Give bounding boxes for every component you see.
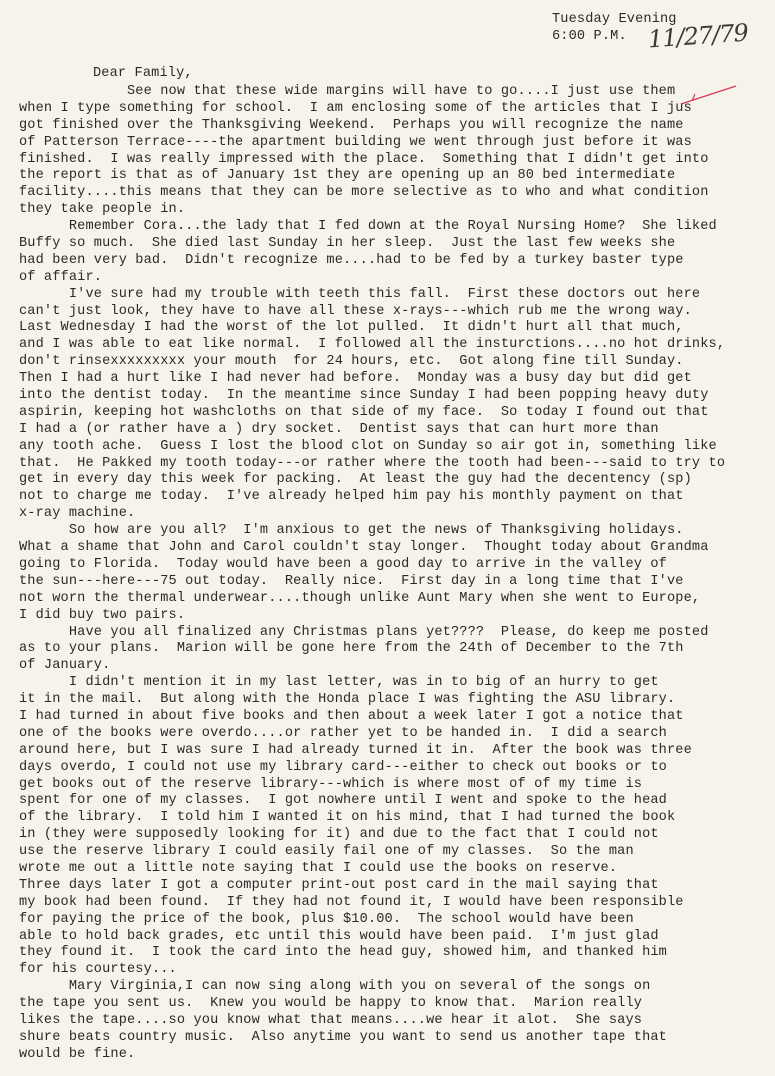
letter-line: Then I had a hurt like I had never had before. Monday was a busy day but did get — [19, 371, 692, 387]
letter-line: for paying the price of the book, plus $10.00. The school would have been — [19, 911, 634, 927]
letter-line: had been very bad. Didn't recognize me....had to be fed by a turkey baster type — [19, 252, 684, 268]
letter-line: So how are you all? I'm anxious to get the news of Thanksgiving holidays. — [19, 523, 684, 539]
letter-line: one of the books were overdo....or rather yet to be handed in. I did a search — [19, 725, 667, 741]
letter-line: not worn the thermal underwear....though unlike Aunt Mary when she went to Europe, — [19, 590, 701, 606]
letter-line: Last Wednesday I had the worst of the lot pulled. It didn't hurt all that much, — [19, 320, 684, 336]
letter-line: that. He Pakked my tooth today---or rather where the tooth had been---said to try to — [19, 455, 726, 471]
salutation: Dear Family, — [93, 66, 193, 81]
letter-line: got finished over the Thanksgiving Weekend. Perhaps you will recognize the name — [19, 117, 684, 133]
date-time: 6:00 P.M. — [552, 29, 627, 44]
letter-line: I've sure had my trouble with teeth this fall. First these doctors out here — [19, 286, 701, 302]
letter-line: of affair. — [19, 269, 103, 285]
letter-line: Remember Cora...the lady that I fed down at the Royal Nursing Home? She liked — [19, 219, 717, 235]
letter-line: get books out of the reserve library---which is where most of of my time is — [19, 776, 643, 792]
letter-line: use the reserve library I could easily fail one of my classes. So the man — [19, 844, 634, 860]
letter-line: when I type something for school. I am enclosing some of the articles that I jus — [19, 100, 692, 116]
letter-line: not to charge me today. I've already helped him pay his monthly payment on that — [19, 489, 684, 505]
letter-line: days overdo, I could not use my library card---either to check out books or to — [19, 759, 667, 775]
handwritten-date: 11/27/79 — [647, 18, 749, 54]
letter-line: as to your plans. Marion will be gone here from the 24th of December to the 7th — [19, 641, 684, 657]
letter-line: likes the tape....so you know what that means....we hear it alot. She says — [19, 1012, 643, 1028]
letter-line: Mary Virginia,I can now sing along with you on several of the songs on — [19, 979, 651, 995]
date-day: Tuesday Evening — [552, 12, 677, 27]
letter-line: shure beats country music. Also anytime you want to send us another tape that — [19, 1029, 667, 1045]
letter-line: into the dentist today. In the meantime since Sunday I had been popping heavy duty — [19, 388, 709, 404]
letter-line: of Patterson Terrace----the apartment building we went through just before it was — [19, 134, 692, 150]
letter-line: Buffy so much. She died last Sunday in her sleep. Just the last few weeks she — [19, 236, 676, 252]
letter-line: any tooth ache. Guess I lost the blood clot on Sunday so air got in, something like — [19, 438, 717, 454]
letter-line: facility....this means that they can be more selective as to who and what condition — [19, 185, 709, 201]
letter-line: able to hold back grades, etc until this would have been paid. I'm just glad — [19, 928, 659, 944]
letter-line: they found it. I took the card into the head guy, showed him, and thanked him — [19, 945, 667, 961]
letter-line: the sun---here---75 out today. Really nice. First day in a long time that I've — [19, 573, 684, 589]
letter-line: the tape you sent us. Knew you would be happy to know that. Marion really — [19, 996, 643, 1012]
letter-line: What a shame that John and Carol couldn't stay longer. Thought today about Grandma — [19, 540, 709, 556]
letter-line: Three days later I got a computer print-out post card in the mail saying that — [19, 877, 659, 893]
letter-line: of the library. I told him I wanted it on his mind, that I had turned the book — [19, 810, 676, 826]
letter-line: finished. I was really impressed with the place. Something that I didn't get into — [19, 151, 709, 167]
letter-line: don't rinsexxxxxxxxx your mouth for 24 hours, etc. Got along fine till Sunday. — [19, 354, 684, 370]
letter-line: of January. — [19, 658, 111, 674]
letter-line: wrote me out a little note saying that I could use the books on reserve. — [19, 860, 618, 876]
letter-line: the report is that as of January 1st they are opening up an 80 bed intermediate — [19, 168, 676, 184]
letter-line: for his courtesy... — [19, 962, 177, 978]
letter-line: See now that these wide margins will have to go....I just use them — [19, 84, 676, 99]
letter-line: my book had been found. If they had not found it, I would have been responsible — [19, 894, 684, 910]
letter-body — [19, 84, 764, 1064]
letter-line: spent for one of my classes. I got nowhere until I went and spoke to the head — [19, 793, 667, 809]
letter-line: I didn't mention it in my last letter, was in to big of an hurry to get — [19, 675, 659, 691]
letter-line: x-ray machine. — [19, 506, 136, 522]
letter-line: around here, but I was sure I had already turned it in. After the book was three — [19, 742, 692, 758]
letter-line: I did buy two pairs. — [19, 607, 186, 623]
letter-line: in (they were supposedly looking for it) and due to the fact that I could not — [19, 827, 659, 843]
letter-line: can't just look, they have to have all these x-rays---which rub me the wrong way. — [19, 303, 692, 319]
letter-line: I had a (or rather have a ) dry socket. Dentist says that can hurt more than — [19, 421, 659, 437]
letter-line: it in the mail. But along with the Honda place I was fighting the ASU library. — [19, 692, 676, 708]
letter-line: would be fine. — [19, 1046, 136, 1062]
letter-line: going to Florida. Today would have been a good day to arrive in the valley of — [19, 556, 667, 572]
letter-line: aspirin, keeping hot washcloths on that side of my face. So today I found out that — [19, 404, 709, 420]
letter-line: and I was able to eat like normal. I followed all the insturctions....no hot drinks, — [19, 337, 726, 353]
letter-line: Have you all finalized any Christmas plans yet???? Please, do keep me posted — [19, 624, 709, 640]
letter-line: get in every day this week for packing. At least the guy had the decentency (sp) — [19, 472, 692, 488]
letter-line: I had turned in about five books and then about a week later I got a notice that — [19, 708, 684, 724]
letter-line: they take people in. — [19, 202, 186, 218]
